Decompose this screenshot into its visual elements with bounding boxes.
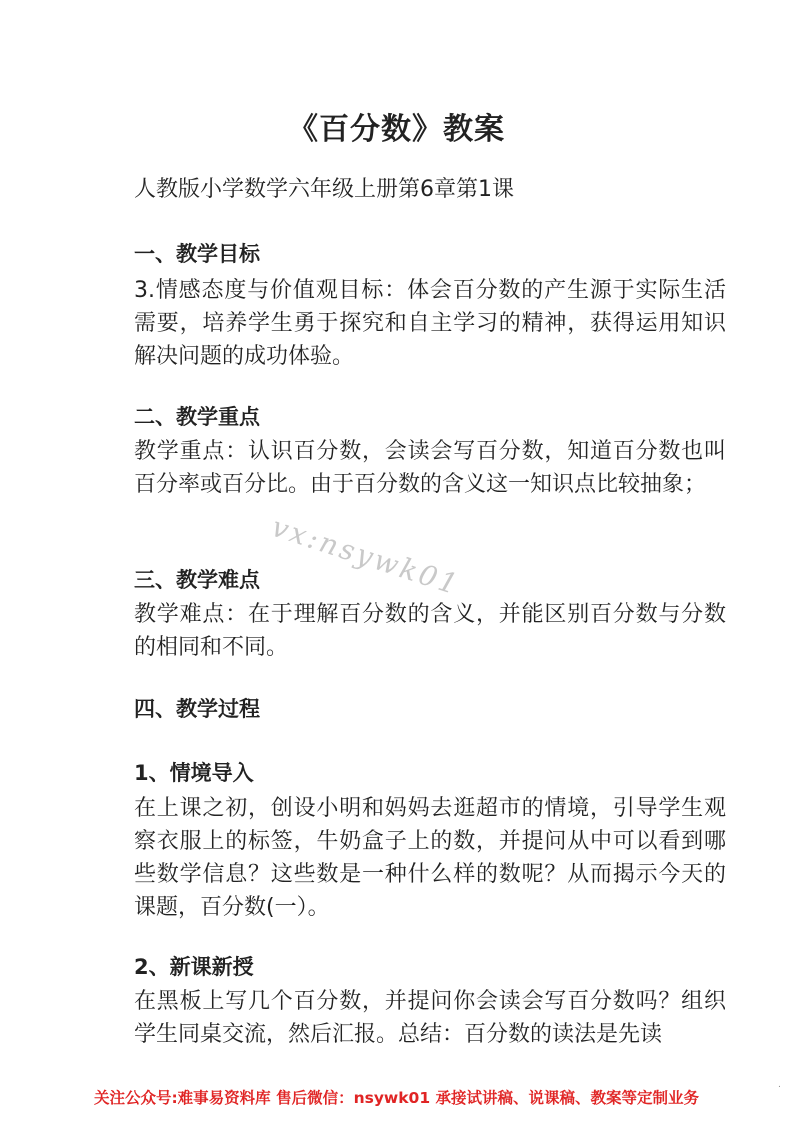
watermark-text: vx:nsywk01 [267, 510, 465, 602]
corner-mark: . [778, 1080, 781, 1090]
section-heading-intro: 1、情境导入 [134, 761, 254, 785]
section-heading-key-points: 二、教学重点 [134, 405, 260, 429]
document-subtitle: 人教版小学数学六年级上册第6章第1课 [134, 177, 514, 202]
section-heading-process: 四、教学过程 [134, 697, 260, 721]
section-body-difficulties: 教学难点：在于理解百分数的含义，并能区别百分数与分数的相同和不同。 [134, 602, 726, 660]
section-body-intro: 在上课之初，创设小明和妈妈去逛超市的情境，引导学生观察衣服上的标签，牛奶盒子上的数，并提问从中可以看到哪些数学信息？这些数是一种什么样的数呢？从而揭示今天的课题，百分数(一）。 [134, 796, 726, 920]
section-heading-new-lesson: 2、新课新授 [134, 955, 254, 979]
section-body-new-lesson: 在黑板上写几个百分数，并提问你会读会写百分数吗？组织学生同桌交流，然后汇报。总结：百分数的读法是先读 [134, 989, 726, 1047]
section-body-key-points: 教学重点：认识百分数，会读会写百分数，知道百分数也叫百分率或百分比。由于百分数的含义这一知识点比较抽象； [134, 439, 726, 497]
footer-banner: 关注公众号:难事易资料库 售后微信：nsywk01 承接试讲稿、说课稿、教案等定制业务 [93, 1089, 700, 1107]
section-body-objectives: 3.情感态度与价值观目标：体会百分数的产生源于实际生活需要，培养学生勇于探究和自主学习的精神，获得运用知识解决问题的成功体验。 [134, 278, 726, 369]
section-heading-difficulties: 三、教学难点 [134, 568, 260, 592]
document-title: 《百分数》教案 [288, 112, 505, 147]
section-heading-objectives: 一、教学目标 [134, 242, 260, 266]
